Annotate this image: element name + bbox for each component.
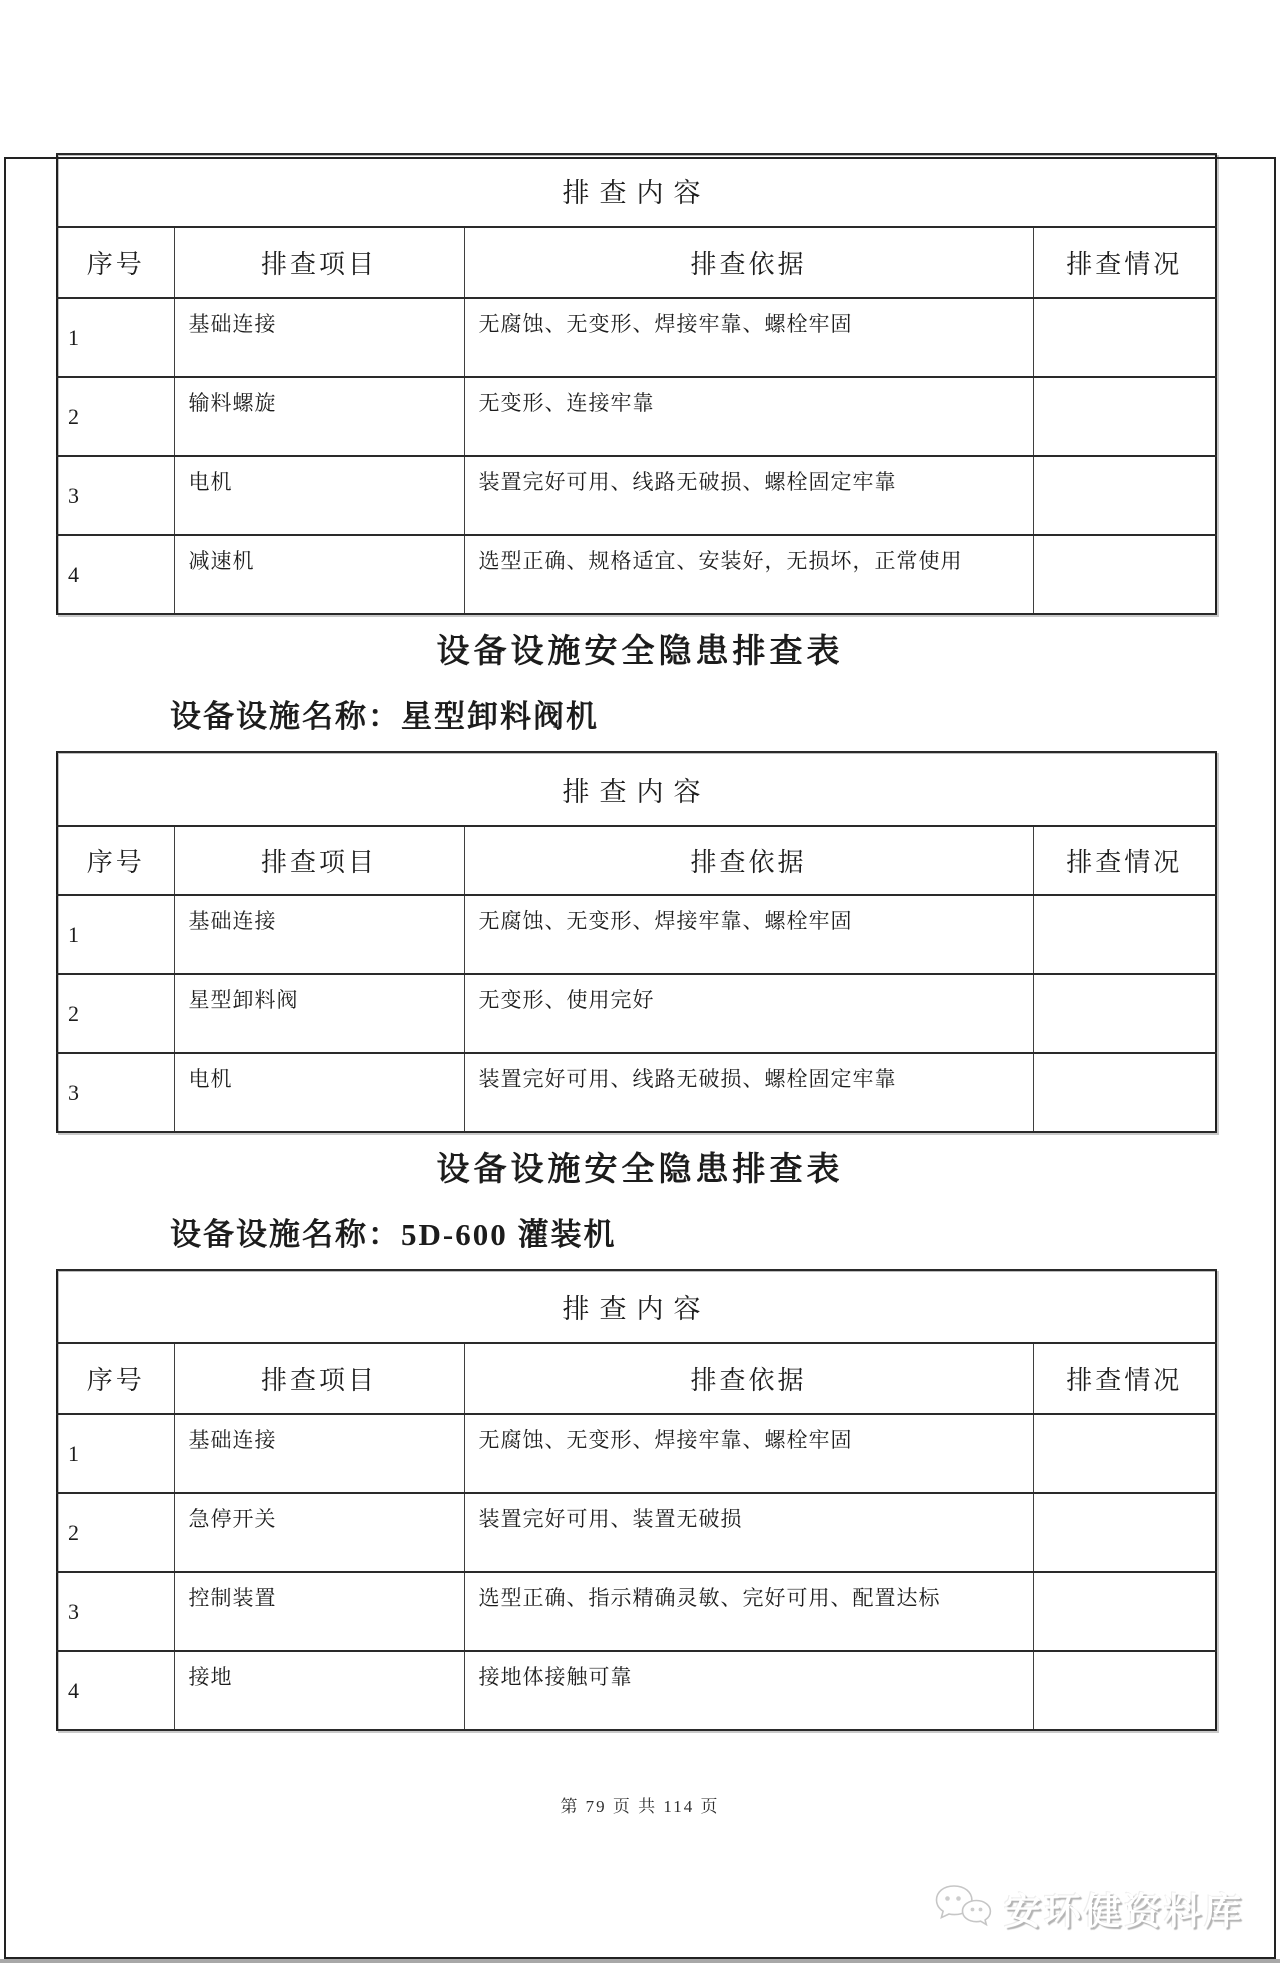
row-no-cell: 1 [57,1414,174,1493]
page-bottom-edge [0,1959,1280,1963]
row-basis-cell: 选型正确、指示精确灵敏、完好可用、配置达标 [464,1572,1033,1651]
row-no-cell: 4 [57,535,174,614]
col-header-basis: 排查依据 [464,227,1033,298]
equipment-name-label: 设备设施名称：5D-600 灌装机 [170,1217,617,1252]
row-item-cell: 基础连接 [174,1414,464,1493]
table-row [57,974,1216,1053]
row-basis-cell: 无腐蚀、无变形、焊接牢靠、螺栓牢固 [464,298,1033,377]
row-basis-cell: 装置完好可用、线路无破损、螺栓固定牢靠 [464,456,1033,535]
row-status-cell [1033,1414,1216,1493]
row-no-cell: 3 [57,1572,174,1651]
col-header-serial: 序号 [57,826,174,895]
table-row [57,377,1216,456]
row-status-cell [1033,895,1216,974]
watermark [934,1881,1244,1935]
row-item-cell: 电机 [174,1053,464,1132]
col-header-serial: 序号 [57,227,174,298]
row-no-cell: 3 [57,456,174,535]
row-basis-cell: 无变形、使用完好 [464,974,1033,1053]
row-no-cell: 2 [57,974,174,1053]
col-header-basis: 排查依据 [464,826,1033,895]
table-title: 设备设施安全隐患排查表 [436,1152,844,1188]
row-status-cell [1033,1572,1216,1651]
row-status-cell [1033,298,1216,377]
row-status-cell [1033,1651,1216,1730]
row-status-cell [1033,1053,1216,1132]
table-header-row [57,826,1216,895]
inspection-table-3 [56,1269,1217,1731]
table-row [57,456,1216,535]
table-row [57,1270,1216,1343]
col-header-status: 排查情况 [1033,1343,1216,1414]
col-header-item: 排查项目 [174,1343,464,1414]
equipment-name-label: 设备设施名称：星型卸料阀机 [170,699,599,734]
row-item-cell: 控制装置 [174,1572,464,1651]
row-basis-cell: 接地体接触可靠 [464,1651,1033,1730]
row-item-cell: 急停开关 [174,1493,464,1572]
table-row [57,895,1216,974]
row-no-cell: 1 [57,895,174,974]
row-no-cell: 1 [57,298,174,377]
row-item-cell: 星型卸料阀 [174,974,464,1053]
table-row [57,154,1216,227]
col-header-status: 排查情况 [1033,826,1216,895]
col-header-serial: 序号 [57,1343,174,1414]
chat-bubbles-icon [934,1883,992,1933]
content-header-cell: 排查内容 [57,154,1216,227]
content-header-cell: 排查内容 [57,752,1216,826]
row-basis-cell: 无腐蚀、无变形、焊接牢靠、螺栓牢固 [464,895,1033,974]
row-status-cell [1033,535,1216,614]
table-header-row [57,1343,1216,1414]
row-basis-cell: 无腐蚀、无变形、焊接牢靠、螺栓牢固 [464,1414,1033,1493]
document-page [0,153,1280,1963]
table-row [57,1572,1216,1651]
inspection-table-1 [56,153,1217,615]
row-status-cell [1033,1493,1216,1572]
col-header-status: 排查情况 [1033,227,1216,298]
row-status-cell [1033,456,1216,535]
row-item-cell: 减速机 [174,535,464,614]
row-item-cell: 基础连接 [174,895,464,974]
row-no-cell: 2 [57,377,174,456]
row-status-cell [1033,377,1216,456]
table-header-row [57,227,1216,298]
row-basis-cell: 无变形、连接牢靠 [464,377,1033,456]
table-row [57,535,1216,614]
table-title: 设备设施安全隐患排查表 [436,634,844,670]
watermark-text: 安环健资料库 [1004,1891,1244,1932]
row-no-cell: 4 [57,1651,174,1730]
row-basis-cell: 装置完好可用、装置无破损 [464,1493,1033,1572]
table-row [57,1414,1216,1493]
row-basis-cell: 选型正确、规格适宜、安装好，无损坏，正常使用 [464,535,1033,614]
row-item-cell: 接地 [174,1651,464,1730]
row-item-cell: 输料螺旋 [174,377,464,456]
col-header-basis: 排查依据 [464,1343,1033,1414]
inspection-table-2 [56,751,1217,1133]
row-no-cell: 2 [57,1493,174,1572]
col-header-item: 排查项目 [174,826,464,895]
table-row [57,1493,1216,1572]
table-row [57,1651,1216,1730]
content-header-cell: 排查内容 [57,1270,1216,1343]
row-basis-cell: 装置完好可用、线路无破损、螺栓固定牢靠 [464,1053,1033,1132]
table-row [57,1053,1216,1132]
row-status-cell [1033,974,1216,1053]
row-item-cell: 电机 [174,456,464,535]
page-number-indicator: 第 79 页 共 114 页 [560,1797,720,1816]
row-item-cell: 基础连接 [174,298,464,377]
table-row [57,752,1216,826]
table-row [57,298,1216,377]
col-header-item: 排查项目 [174,227,464,298]
row-no-cell: 3 [57,1053,174,1132]
